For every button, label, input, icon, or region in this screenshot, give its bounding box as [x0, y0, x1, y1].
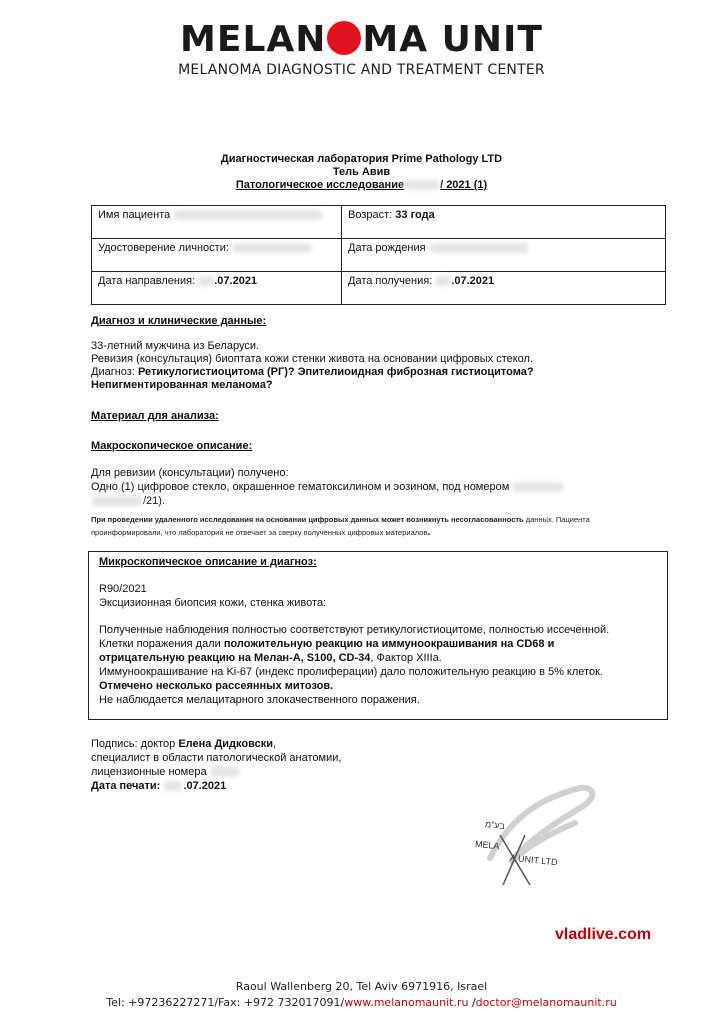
micro-line7: Не наблюдается мелацитарного злокачественного поражения. — [99, 694, 420, 706]
micro-line5: Иммуноокрашивание на Ki-67 (индекс пролиферации) дало положительную реакцию в 5% клеток. — [99, 666, 603, 678]
diagnosis-title: Диагноз и клинические данные: — [91, 315, 267, 327]
dob-cell: Дата рождения — [342, 239, 666, 272]
footer-contacts: Tel: +97236227271/Fax: +972 732017091/www.melanomaunit.ru /doctor@melanomaunit.ru — [106, 996, 617, 1009]
patient-name-cell: Имя пациента — [92, 206, 342, 239]
signature-line1: Подпись: доктор Елена Дидковски, — [91, 738, 277, 750]
id-cell: Удостоверение личности: — [92, 239, 342, 272]
lab-name: Диагностическая лаборатория Prime Pathology LTD — [220, 153, 503, 165]
diagnosis-line2: Ревизия (консультация) биоптата кожи стенки живота на основании цифровых стекол. — [91, 353, 534, 365]
received-date-cell: Дата получения: .07.2021 — [342, 272, 666, 305]
print-date: Дата печати: .07.2021 — [91, 780, 227, 792]
signature-line3: лицензионные номера — [91, 766, 240, 779]
micro-code: R90/2021 — [99, 583, 147, 595]
micro-title: Микроскопическое описание и диагноз: — [99, 556, 317, 568]
signature-line2: специалист в области патологической анатомии, — [91, 752, 342, 764]
redacted-name — [173, 210, 323, 220]
macro-title: Макроскопическое описание: — [91, 440, 253, 452]
stamp-cross-mark — [495, 830, 535, 890]
material-title: Материал для анализа: — [91, 410, 219, 422]
website-link[interactable]: www.melanomaunit.ru — [344, 996, 469, 1009]
redacted-id — [232, 243, 312, 253]
macro-line2: Одно (1) цифровое стекло, окрашенное гематоксилином и эозином, под номером — [91, 481, 564, 494]
diagnosis-line4: Непигментированная меланома? — [91, 379, 273, 391]
redacted-number — [404, 180, 440, 190]
micro-line4: отрицательную реакцию на Мелан-А, S100, CD-34, Фактор XIIIa. — [99, 652, 442, 664]
watermark: vladlive.com — [555, 926, 652, 943]
logo-red-circle — [327, 21, 361, 55]
exam-title: Патологическое исследование / 2021 (1) — [235, 179, 488, 191]
diagnosis-line3: Диагноз: Ретикулогистиоцитома (РГ)? Эпителиоидная фиброзная гистиоцитома? — [91, 366, 534, 378]
logo — [0, 20, 723, 78]
diagnosis-line1: 33-летний мужчина из Беларуси. — [91, 340, 260, 352]
micro-line1: Эксцизионная биопсия кожи, стенка живота: — [99, 597, 327, 609]
age-cell: Возраст: 33 года — [342, 206, 666, 239]
micro-line6: Отмечено несколько рассеянных митозов. — [99, 680, 334, 692]
patient-info-table — [91, 205, 666, 305]
logo-wordmark: MELAN MA UNIT — [180, 19, 543, 60]
company-stamp: בע"מ MELA A UNIT LTD — [455, 800, 595, 890]
macro-line1: Для ревизии (консультации) получено: — [91, 467, 289, 479]
micro-line2: Полученные наблюдения полностью соответствуют ретикулогистиоцитоме, полностью иссеченной. — [99, 624, 610, 636]
footer-address: Raoul Wallenberg 20, Tel Aviv 6971916, Israel — [235, 980, 488, 993]
logo-subtitle: MELANOMA DIAGNOSTIC AND TREATMENT CENTER — [178, 62, 545, 78]
redacted-dob — [429, 243, 529, 253]
remote-exam-note: При проведении удаленного исследования на основании цифровых данных может возникнуть несогласованность данных. Пациента проинформировали, что лаборатория не отвечает за сверку полученных цифровых материалов. — [91, 515, 590, 538]
lab-city: Тель Авив — [332, 166, 391, 178]
micro-line3: Клетки поражения дали положительную реакцию на иммуноокрашивания на CD68 и — [99, 638, 555, 650]
macro-line3: /21). — [91, 495, 165, 508]
email-link[interactable]: doctor@melanomaunit.ru — [475, 996, 617, 1009]
referral-date-cell: Дата направления: .07.2021 — [92, 272, 342, 305]
